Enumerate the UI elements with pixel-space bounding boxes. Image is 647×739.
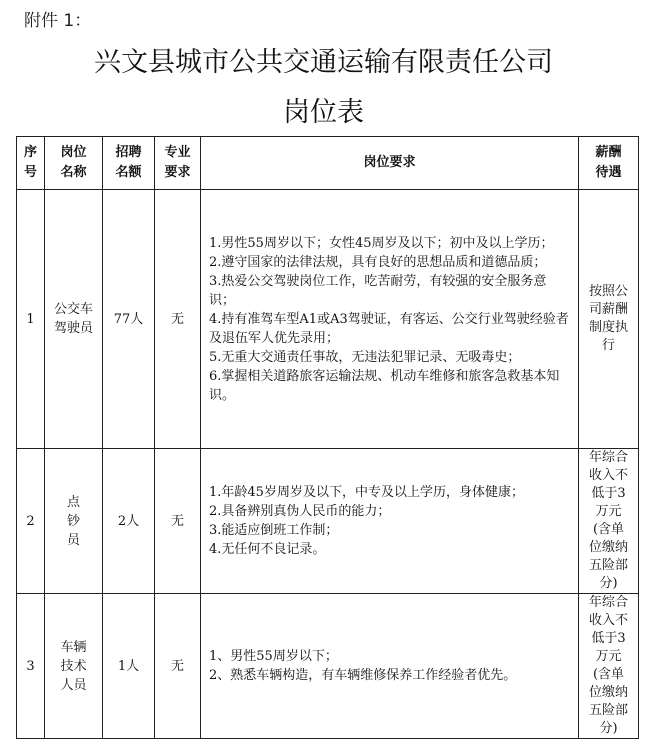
requirement-item: 6.掌握相关道路旅客运输法规、机动车维修和旅客急救基本知识。 (209, 368, 560, 403)
row-major: 无 (155, 190, 201, 449)
requirement-item: 2.具备辨别真伪人民币的能力； (209, 504, 391, 519)
requirement-item: 1.年龄45岁周岁及以下，中专及以上学历，身体健康； (209, 485, 524, 500)
row-position: 点钞员 (45, 449, 103, 594)
attachment-label: 附件 1： (24, 11, 92, 31)
table-row (17, 190, 639, 449)
row-count: 1人 (103, 594, 155, 739)
header-major: 专业要求 (155, 137, 201, 190)
table-row (17, 449, 639, 594)
requirement-item: 1、男性55周岁以下； (209, 649, 338, 664)
row-pay: 按照公司薪酬制度执行 (579, 190, 639, 449)
row-major: 无 (155, 449, 201, 594)
requirement-item: 3.热爱公交驾驶岗位工作，吃苦耐劳，有较强的安全服务意识； (209, 273, 547, 308)
header-no: 序号 (17, 137, 45, 190)
row-requirements (201, 449, 579, 594)
row-requirements (201, 594, 579, 739)
requirement-item: 5.无重大交通责任事故，无违法犯罪记录、无吸毒史； (209, 349, 521, 365)
requirement-item: 2、熟悉车辆构造，有车辆维修保养工作经验者优先。 (209, 668, 517, 683)
row-pay: 年综合收入不低于3万元(含单位缴纳五险部分) (579, 594, 639, 739)
requirement-item: 4.无任何不良记录。 (209, 542, 326, 557)
table-header-row (17, 137, 639, 190)
requirement-item: 1.男性55周岁以下；女性45周岁及以下；初中及以上学历； (209, 235, 554, 251)
requirement-item: 2.遵守国家的法律法规，具有良好的思想品质和道德品质； (209, 254, 547, 270)
requirement-item: 4.持有准驾车型A1或A3驾驶证，有客运、公交行业驾驶经验者及退伍军人优先录用； (209, 311, 569, 346)
row-pay: 年综合收入不低于3万元(含单位缴纳五险部分) (579, 449, 639, 594)
row-count: 2人 (103, 449, 155, 594)
row-no: 2 (17, 449, 45, 594)
row-no: 1 (17, 190, 45, 449)
header-count: 招聘名额 (103, 137, 155, 190)
header-position: 岗位名称 (45, 137, 103, 190)
document-title: 兴文县城市公共交通运输有限责任公司 (94, 47, 553, 78)
header-requirements: 岗位要求 (201, 137, 579, 190)
row-position: 公交车驾驶员 (45, 190, 103, 449)
row-requirements (201, 190, 579, 449)
table-row (17, 594, 639, 739)
row-count: 77人 (103, 190, 155, 449)
document-subtitle: 岗位表 (283, 97, 364, 128)
header-pay: 薪酬待遇 (579, 137, 639, 190)
row-position: 车辆技术人员 (45, 594, 103, 739)
row-major: 无 (155, 594, 201, 739)
row-no: 3 (17, 594, 45, 739)
requirement-item: 3.能适应倒班工作制； (209, 523, 339, 538)
positions-table (16, 136, 639, 739)
